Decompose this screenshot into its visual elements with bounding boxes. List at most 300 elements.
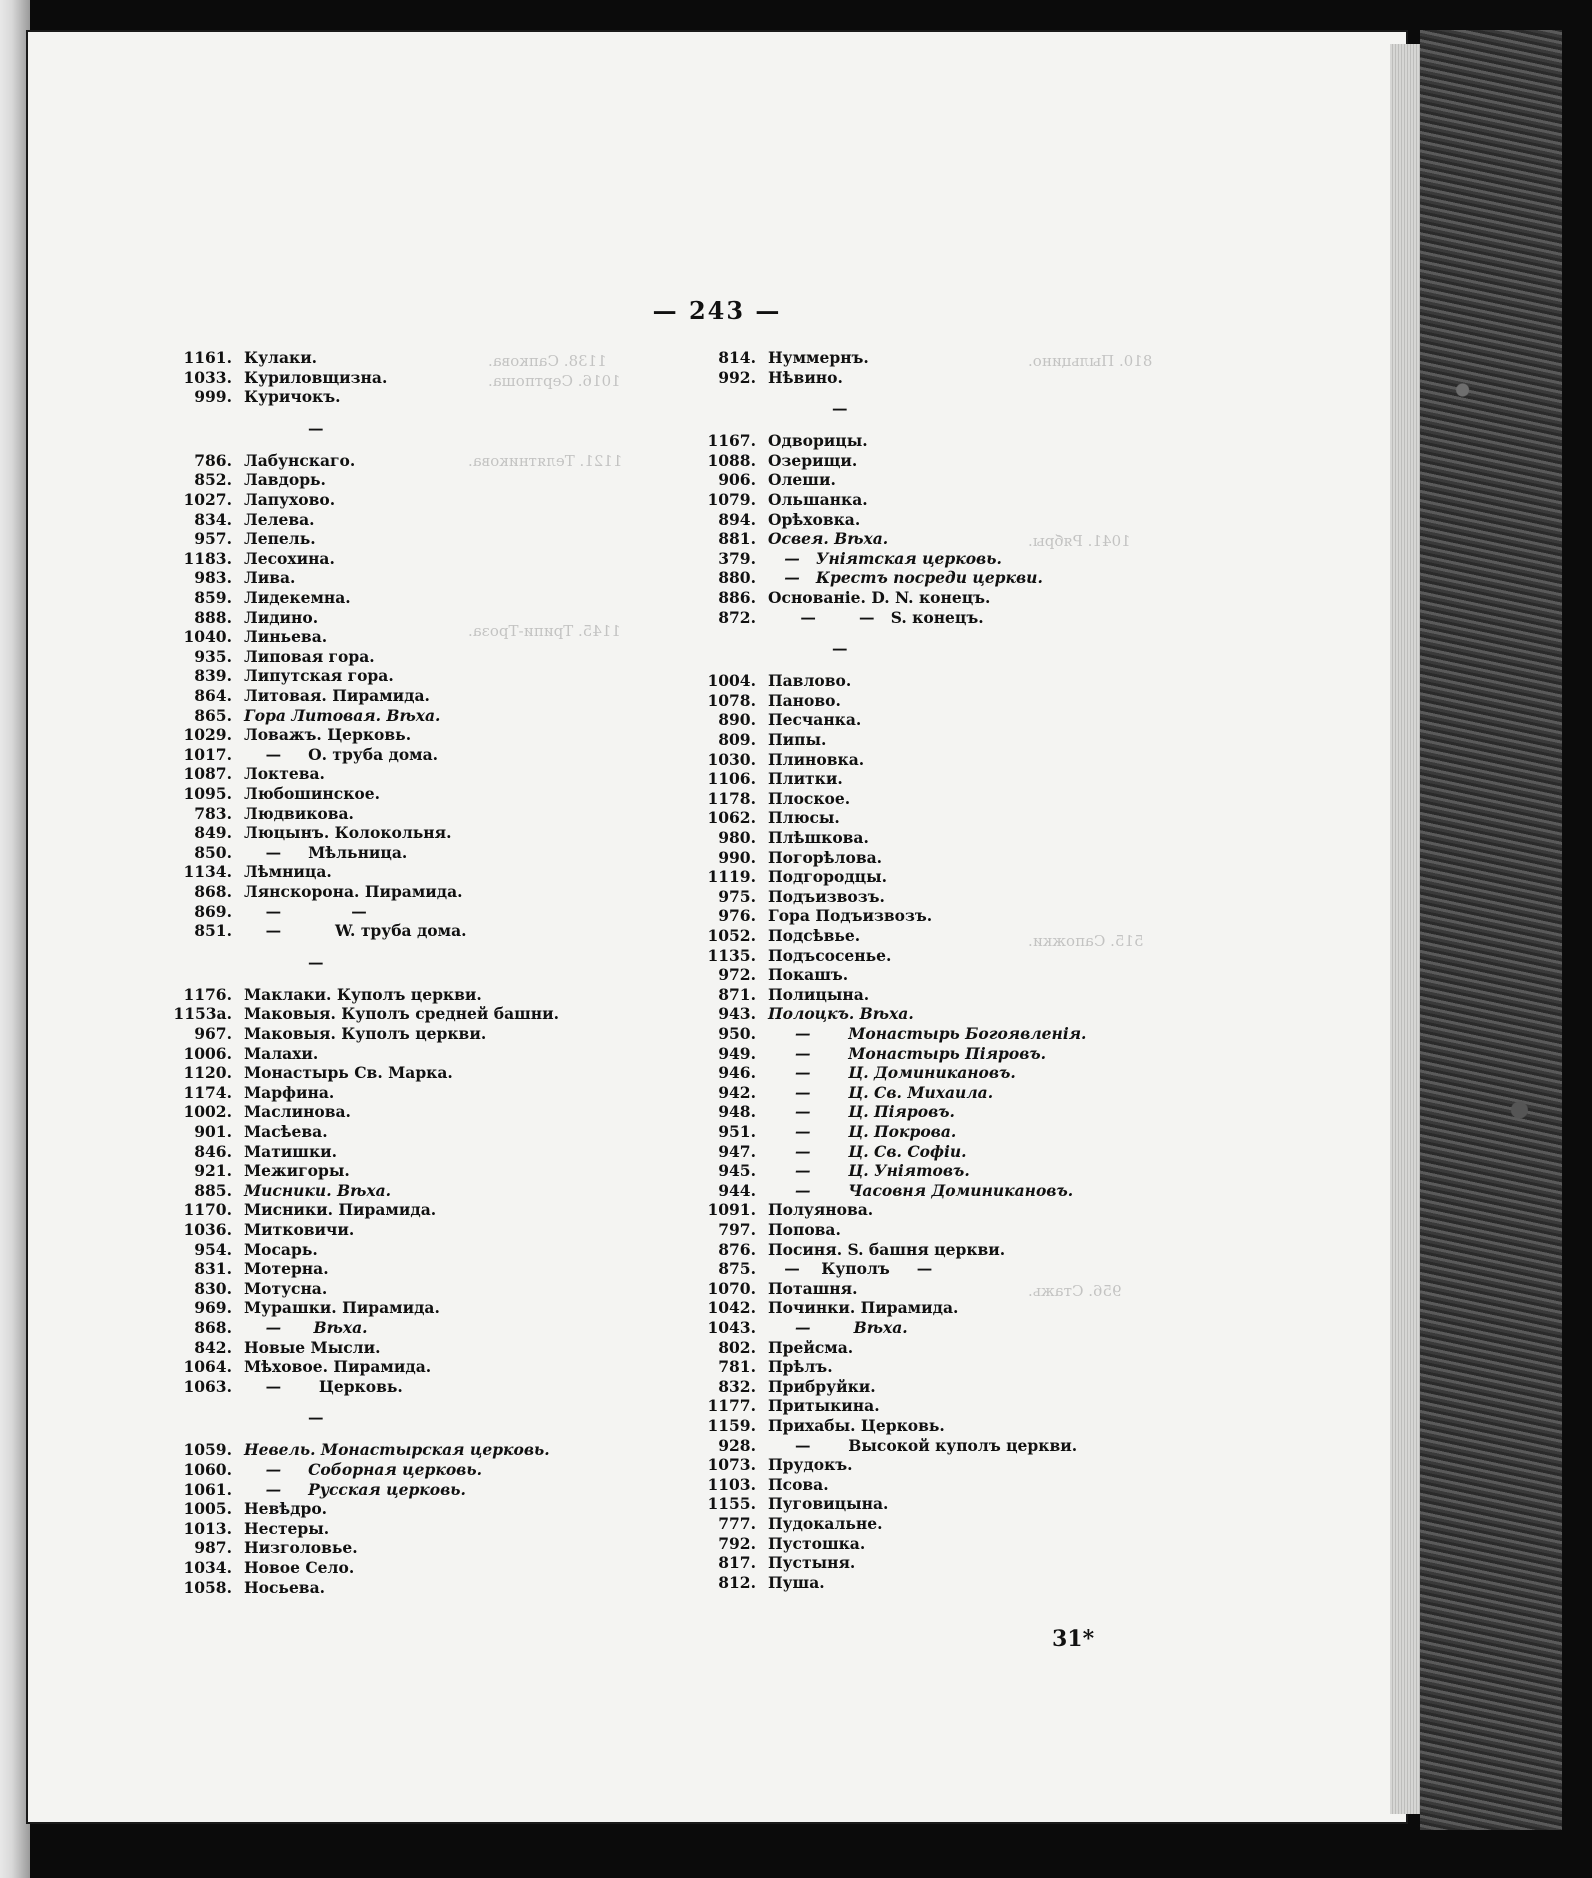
index-entry [168, 842, 408, 863]
index-entry [692, 399, 848, 419]
entry-name: Подгородцы. [768, 867, 888, 887]
book-cover [1420, 30, 1562, 1830]
entry-number: 812. [718, 1572, 756, 1592]
entry-number: 1029. [183, 725, 232, 745]
entry-number: 1042. [707, 1298, 756, 1318]
entry-number: 1064. [183, 1357, 232, 1377]
entry-name: Мотерна. [244, 1259, 329, 1279]
entry-number: 1062. [707, 808, 756, 828]
entry-number: 1078. [707, 690, 756, 710]
index-entry [692, 710, 862, 730]
entry-name: Озерищи. [768, 450, 858, 470]
bleed-through-text: 1145. Трипи-Троза. [468, 622, 621, 640]
entry-name: Попова. [768, 1220, 841, 1239]
index-entry [168, 348, 318, 368]
entry-name: Посиня. S. башня церкви. [768, 1239, 1006, 1259]
entry-number: 1103. [707, 1474, 756, 1494]
entry-number: 980. [718, 828, 756, 847]
entry-number: 1159. [707, 1416, 756, 1435]
entry-name: — Ц. Піяровъ. [768, 1102, 955, 1122]
entry-name: — Часовня Доминикановъ. [768, 1180, 1074, 1200]
entry-name: Мосарь. [244, 1239, 318, 1259]
bleed-through-text: 1138. Сапкова. [488, 352, 607, 370]
entry-number: 901. [194, 1122, 232, 1141]
entry-number: 876. [718, 1239, 756, 1259]
entry-name: Маковыя. Куполъ церкви. [244, 1024, 487, 1043]
bleed-through-text: 956. Стажь. [1028, 1282, 1122, 1300]
entry-number: 1088. [707, 450, 756, 470]
index-entry [168, 1558, 355, 1578]
entry-name: Нѣвино. [768, 367, 843, 387]
entry-number: 983. [194, 568, 232, 588]
entry-name: Пустыня. [768, 1553, 856, 1573]
entry-number: 928. [718, 1435, 756, 1455]
index-entry [692, 1200, 874, 1220]
entry-name: Маковыя. Куполъ средней башни. [244, 1004, 560, 1024]
index-entry [692, 926, 861, 946]
index-entry [168, 1298, 440, 1318]
entry-number: 946. [718, 1063, 756, 1083]
index-entry [168, 1408, 324, 1428]
index-entry [692, 1259, 933, 1279]
entry-number: 944. [718, 1180, 756, 1200]
section-separator: — [832, 639, 848, 659]
entry-number: 842. [194, 1337, 232, 1357]
index-entry [168, 1082, 335, 1103]
entry-number: 797. [718, 1220, 756, 1239]
entry-number: 906. [718, 470, 756, 490]
index-entry [168, 952, 324, 973]
index-entry [168, 387, 341, 407]
entry-number: 851. [194, 921, 232, 941]
entry-name: Масѣева. [244, 1122, 328, 1141]
index-entry [692, 1278, 858, 1299]
entry-number: 948. [718, 1102, 756, 1122]
entry-number: 1027. [183, 490, 232, 509]
entry-number: 1120. [183, 1063, 232, 1083]
index-entry [168, 1043, 319, 1064]
entry-number: 1002. [183, 1102, 232, 1122]
entry-name: Новые Мысли. [244, 1337, 381, 1357]
entry-name: Людвикова. [244, 803, 354, 823]
entry-name: — Ц. Уніятовъ. [768, 1161, 970, 1181]
entry-name: Погорѣлова. [768, 847, 883, 867]
entry-name: Носьева. [244, 1577, 326, 1597]
index-entry [692, 607, 984, 628]
entry-name: Нестеры. [244, 1518, 330, 1538]
entry-number: 976. [718, 906, 756, 926]
index-entry [692, 1141, 967, 1162]
entry-name: Невель. Монастырская церковь. [244, 1440, 550, 1460]
entry-number: 992. [718, 367, 756, 387]
index-entry [692, 984, 870, 1005]
entry-number: 1052. [707, 926, 756, 945]
index-entry [168, 509, 315, 530]
index-entry [692, 1004, 914, 1024]
entry-number: 859. [194, 588, 232, 607]
entry-name: — Ц. Св. Михаила. [768, 1082, 994, 1102]
entry-number: 1063. [183, 1376, 232, 1396]
entry-name: — Уніятская церковь. [768, 548, 1002, 568]
entry-number: 817. [718, 1553, 756, 1573]
index-entry [168, 1259, 329, 1279]
entry-number: 864. [194, 686, 232, 705]
entry-number: 967. [194, 1024, 232, 1043]
entry-name: Куриловщизна. [244, 367, 388, 387]
index-entry [168, 588, 351, 608]
index-entry [168, 1239, 318, 1260]
index-entry [692, 1357, 833, 1377]
entry-number: 1043. [707, 1318, 756, 1337]
entry-number: 1095. [183, 784, 232, 803]
entry-name: Кулаки. [244, 348, 318, 367]
index-entry [692, 965, 849, 985]
entry-name: Лѣмница. [244, 862, 332, 882]
index-entry [692, 1220, 841, 1240]
index-entry [692, 639, 848, 659]
entry-name: Мотусна. [244, 1278, 328, 1298]
index-entry [168, 1161, 350, 1181]
entry-number: 972. [718, 965, 756, 985]
entry-name: Павлово. [768, 671, 852, 691]
entry-name: Нуммернъ. [768, 348, 869, 367]
entry-name: Мурашки. Пирамида. [244, 1298, 440, 1318]
index-entry [168, 568, 296, 588]
entry-number: 921. [194, 1161, 232, 1181]
entry-name: Ольшанка. [768, 490, 868, 509]
entry-number: 990. [718, 847, 756, 867]
entry-number: 814. [718, 348, 756, 367]
entry-name: Липовая гора. [244, 646, 375, 666]
entry-number: 1176. [183, 984, 232, 1004]
entry-name: — W. труба дома. [244, 921, 467, 941]
entry-number: 1161. [183, 348, 232, 367]
entry-number: 786. [194, 450, 232, 470]
entry-number: 802. [718, 1337, 756, 1357]
index-entry [168, 607, 319, 628]
entry-name: Пудокальне. [768, 1514, 883, 1533]
index-entry [692, 367, 843, 388]
entry-number: 872. [718, 607, 756, 627]
entry-name: — Русская церковь. [244, 1479, 466, 1499]
index-entry [168, 1102, 351, 1122]
entry-name: Невѣдро. [244, 1499, 328, 1519]
entry-name: Мѣховое. Пирамида. [244, 1357, 432, 1377]
index-entry [692, 730, 827, 750]
entry-name: Пипы. [768, 730, 827, 749]
entry-name: Основаніе. D. N. конецъ. [768, 588, 991, 607]
entry-number: 987. [194, 1538, 232, 1558]
index-entry [692, 671, 852, 691]
index-entry [168, 1122, 328, 1142]
entry-name: Орѣховка. [768, 509, 861, 529]
entry-name: — О. труба дома. [244, 744, 439, 764]
entry-name: Плитки. [768, 769, 843, 789]
book-page [28, 32, 1406, 1822]
index-entry [692, 431, 868, 451]
entry-name: — Куполъ — [768, 1259, 933, 1279]
entry-number: 1034. [183, 1558, 232, 1577]
entry-name: Литовая. Пирамида. [244, 686, 430, 705]
entry-name: Люцынъ. Колокольня. [244, 823, 452, 843]
index-entry [692, 1161, 970, 1181]
entry-name: Маклаки. Куполъ церкви. [244, 984, 482, 1004]
index-entry [168, 646, 375, 667]
entry-name: — Монастырь Богоявленія. [768, 1024, 1087, 1043]
index-entry [692, 906, 933, 926]
index-entry [168, 1200, 437, 1220]
index-entry [692, 1337, 854, 1358]
entry-name: Мисники. Пирамида. [244, 1200, 437, 1220]
index-entry [168, 1318, 368, 1338]
entry-name: Межигоры. [244, 1161, 350, 1181]
entry-name: Локтева. [244, 764, 325, 784]
index-entry [692, 690, 841, 711]
entry-number: 868. [194, 882, 232, 901]
entry-name: Пустошка. [768, 1533, 866, 1553]
index-entry [692, 808, 840, 828]
entry-number: 935. [194, 646, 232, 666]
bleed-through-text: 1041. Рябры. [1028, 532, 1131, 550]
entry-number: 1033. [183, 367, 232, 387]
index-entry [692, 867, 888, 887]
entry-number: 1167. [707, 431, 756, 451]
index-entry [168, 627, 328, 647]
entry-number: 951. [718, 1122, 756, 1141]
entry-name: Линьева. [244, 627, 328, 647]
entry-name: — Ц. Доминикановъ. [768, 1063, 1016, 1083]
entry-number: 1079. [707, 490, 756, 509]
page-stack-edge [1390, 44, 1420, 1814]
index-entry [692, 945, 892, 966]
entry-name: — — [244, 901, 367, 921]
entry-name: Подъизвозъ. [768, 886, 885, 906]
entry-name: Подсѣвье. [768, 926, 861, 945]
index-entry [168, 1278, 328, 1299]
entry-number: 888. [194, 607, 232, 627]
entry-name: Лабунскаго. [244, 450, 356, 470]
entry-name: Марфина. [244, 1082, 335, 1102]
entry-number: 1073. [707, 1455, 756, 1475]
entry-number: 957. [194, 529, 232, 549]
entry-number: 832. [718, 1376, 756, 1396]
entry-name: Гора Литовая. Вѣха. [244, 705, 441, 725]
entry-number: 1058. [183, 1577, 232, 1597]
entry-number: 834. [194, 509, 232, 529]
section-separator: — [308, 1408, 324, 1428]
entry-number: 1030. [707, 749, 756, 769]
bleed-through-text: 810. Пыльцино. [1028, 352, 1153, 370]
entry-number: 1004. [707, 671, 756, 691]
index-entry [168, 1337, 381, 1358]
index-entry [168, 823, 452, 843]
entry-name: Прѣлъ. [768, 1357, 833, 1377]
entry-number: 954. [194, 1239, 232, 1259]
index-entry [692, 509, 861, 530]
entry-name: Плюсы. [768, 808, 840, 828]
entry-number: 792. [718, 1533, 756, 1553]
index-entry [692, 1455, 853, 1475]
entry-number: 947. [718, 1141, 756, 1161]
index-entry [168, 862, 332, 882]
entry-number: 781. [718, 1357, 756, 1377]
entry-name: — Соборная церковь. [244, 1460, 482, 1479]
index-entry [692, 828, 869, 848]
index-entry [168, 764, 325, 784]
index-entry [692, 1435, 1078, 1456]
entry-number: 886. [718, 588, 756, 607]
entry-name: — Ц. Покрова. [768, 1122, 957, 1141]
entry-number: 1178. [707, 788, 756, 808]
entry-name: Подъсосенье. [768, 945, 892, 965]
index-entry [168, 1499, 328, 1519]
entry-name: Маслинова. [244, 1102, 351, 1122]
index-entry [692, 1416, 945, 1436]
entry-name: Гора Подъизвозъ. [768, 906, 933, 926]
index-entry [168, 1141, 338, 1162]
index-entry [168, 725, 412, 745]
index-entry [692, 1318, 908, 1338]
entry-number: 949. [718, 1043, 756, 1063]
index-entry [692, 1396, 880, 1416]
index-entry [168, 1518, 330, 1539]
signature-mark: 31* [1052, 1626, 1095, 1652]
entry-name: Прибруйки. [768, 1376, 876, 1396]
entry-number: 839. [194, 666, 232, 686]
entry-number: 1060. [183, 1460, 232, 1479]
entry-number: 950. [718, 1024, 756, 1043]
entry-name: Псова. [768, 1474, 829, 1494]
entry-number: 777. [718, 1514, 756, 1533]
index-entry [692, 529, 889, 549]
page-number: — 243 — [652, 296, 782, 325]
entry-number: 1059. [183, 1440, 232, 1460]
entry-number: 830. [194, 1278, 232, 1298]
entry-name: Лесохина. [244, 548, 335, 568]
index-entry [692, 1082, 994, 1103]
entry-number: 1155. [707, 1494, 756, 1514]
entry-number: 869. [194, 901, 232, 921]
entry-name: Монастырь Св. Марка. [244, 1063, 453, 1083]
entry-number: 1061. [183, 1479, 232, 1499]
index-entry [168, 418, 324, 439]
entry-name: Полоцкъ. Вѣха. [768, 1004, 914, 1024]
entry-name: Лянскорона. Пирамида. [244, 882, 463, 901]
entry-name: Олеши. [768, 470, 836, 490]
entry-number: 885. [194, 1180, 232, 1200]
index-entry [692, 788, 851, 809]
index-entry [692, 588, 991, 608]
index-entry [692, 847, 883, 868]
entry-name: Митковичи. [244, 1220, 355, 1239]
entry-name: — Мѣльница. [244, 842, 408, 862]
index-entry [168, 1063, 453, 1083]
entry-name: Лапухово. [244, 490, 336, 509]
entry-number: 849. [194, 823, 232, 843]
index-entry [692, 568, 1043, 588]
entry-name: — Церковь. [244, 1376, 403, 1396]
index-entry [692, 470, 836, 490]
entry-name: Любошинское. [244, 784, 381, 803]
index-entry [168, 803, 354, 824]
entry-number: 846. [194, 1141, 232, 1161]
entry-number: 865. [194, 705, 232, 725]
index-entry [168, 666, 394, 686]
index-entry [692, 450, 858, 471]
entry-number: 945. [718, 1161, 756, 1181]
index-entry [168, 921, 467, 941]
index-entry [692, 1239, 1006, 1260]
entry-name: Матишки. [244, 1141, 338, 1161]
index-entry [692, 1376, 876, 1397]
entry-name: — Ц. Св. Софіи. [768, 1141, 967, 1161]
entry-number: 1174. [183, 1082, 232, 1102]
entry-name: Прейсма. [768, 1337, 854, 1357]
index-entry [692, 1298, 959, 1318]
index-entry [692, 749, 865, 770]
entry-number: 1040. [183, 627, 232, 647]
entry-name: Поташня. [768, 1278, 858, 1298]
entry-name: Полицына. [768, 984, 870, 1004]
entry-number: 871. [718, 984, 756, 1004]
index-entry [692, 1180, 1074, 1201]
entry-name: Лелева. [244, 509, 315, 529]
entry-name: Паново. [768, 690, 841, 710]
index-entry [168, 1440, 550, 1460]
entry-name: Притыкина. [768, 1396, 880, 1416]
entry-number: 1005. [183, 1499, 232, 1519]
index-entry [168, 784, 381, 804]
entry-number: 1119. [707, 867, 756, 887]
entry-name: — Вѣха. [244, 1318, 368, 1337]
index-entry [168, 705, 441, 726]
entry-number: 1013. [183, 1518, 232, 1538]
entry-number: 1170. [183, 1200, 232, 1220]
index-entry [692, 1024, 1087, 1044]
index-entry [168, 1357, 432, 1377]
entry-number: 1087. [183, 764, 232, 784]
index-entry [692, 886, 885, 907]
index-entry [168, 1577, 326, 1598]
entry-name: Малахи. [244, 1043, 319, 1063]
index-entry [168, 882, 463, 902]
entry-number: 1183. [183, 548, 232, 568]
index-entry [692, 1533, 866, 1554]
index-entry [692, 548, 1002, 569]
index-entry [168, 529, 316, 549]
index-entry [168, 1538, 358, 1558]
entry-number: 880. [718, 568, 756, 588]
entry-name: Песчанка. [768, 710, 862, 730]
section-separator: — [308, 952, 324, 972]
index-entry [168, 901, 367, 922]
entry-name: Прудокъ. [768, 1455, 853, 1475]
entry-number: 881. [718, 529, 756, 549]
index-entry [168, 548, 335, 569]
entry-number: 783. [194, 803, 232, 823]
entry-number: 1006. [183, 1043, 232, 1063]
entry-name: Мисники. Вѣха. [244, 1180, 392, 1200]
entry-name: Лавдорь. [244, 470, 326, 490]
entry-name: Низголовье. [244, 1538, 358, 1558]
entry-name: Лидино. [244, 607, 319, 627]
index-entry [168, 470, 326, 490]
entry-name: Прихабы. Церковь. [768, 1416, 945, 1435]
index-entry [692, 1572, 825, 1593]
entry-number: 1106. [707, 769, 756, 789]
entry-number: 379. [718, 548, 756, 568]
bleed-through-text: 515. Сапожки. [1028, 932, 1144, 950]
